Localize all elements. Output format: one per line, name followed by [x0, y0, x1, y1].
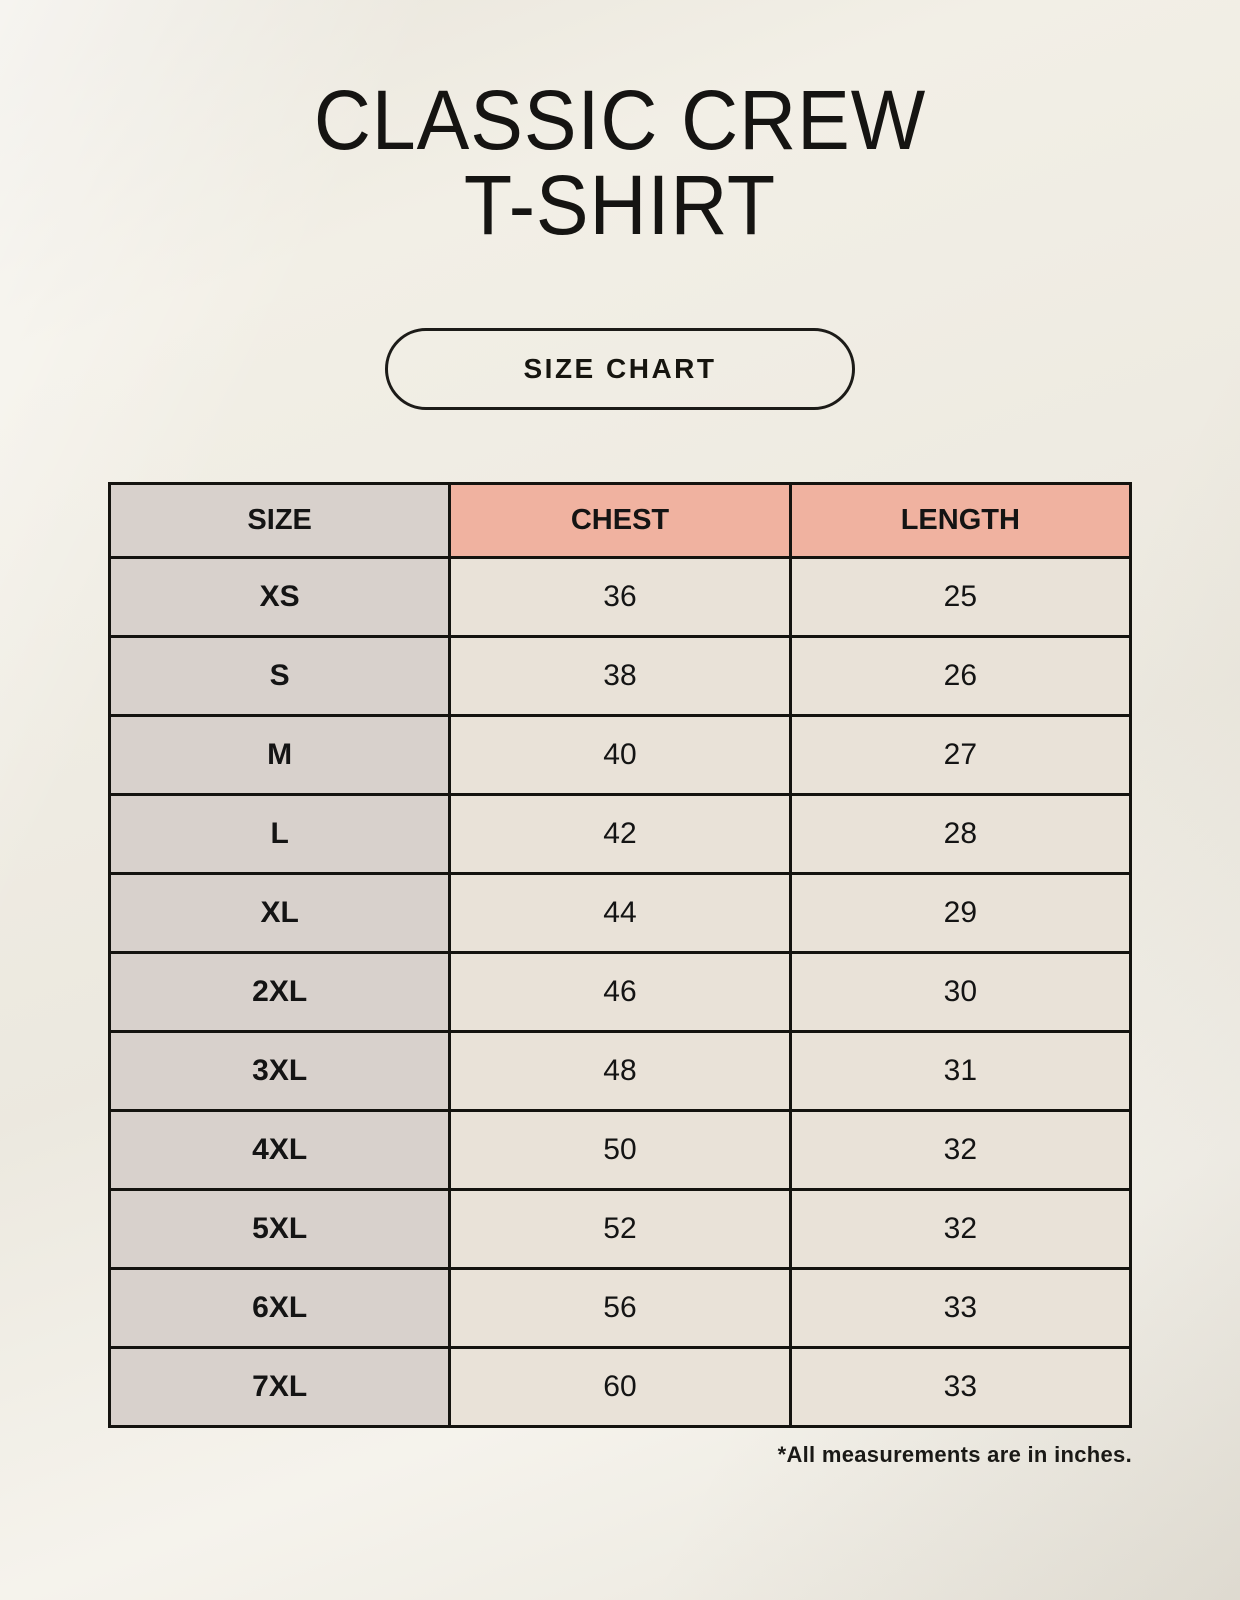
length-value: 33 — [790, 1347, 1130, 1426]
size-label: XL — [110, 873, 450, 952]
chest-value: 60 — [450, 1347, 790, 1426]
column-header-chest: CHEST — [450, 483, 790, 557]
length-value: 28 — [790, 794, 1130, 873]
chest-value: 50 — [450, 1110, 790, 1189]
measurements-footnote: *All measurements are in inches. — [777, 1441, 1132, 1467]
length-value: 25 — [790, 557, 1130, 636]
chest-value: 42 — [450, 794, 790, 873]
size-label: 4XL — [110, 1110, 450, 1189]
table-row — [110, 1347, 1131, 1426]
table-row — [110, 715, 1131, 794]
chest-value: 56 — [450, 1268, 790, 1347]
size-label: 3XL — [110, 1031, 450, 1110]
chest-value: 40 — [450, 715, 790, 794]
table-row — [110, 1031, 1131, 1110]
table-row — [110, 1268, 1131, 1347]
length-value: 29 — [790, 873, 1130, 952]
chest-value: 44 — [450, 873, 790, 952]
length-value: 26 — [790, 636, 1130, 715]
chest-value: 38 — [450, 636, 790, 715]
size-label: 7XL — [110, 1347, 450, 1426]
chest-value: 48 — [450, 1031, 790, 1110]
table-row — [110, 636, 1131, 715]
table-row — [110, 952, 1131, 1031]
page-title-line1: CLASSIC CREW — [313, 73, 927, 167]
length-value: 30 — [790, 952, 1130, 1031]
chest-value: 46 — [450, 952, 790, 1031]
length-value: 27 — [790, 715, 1130, 794]
header-row — [110, 483, 1131, 557]
page-title — [37, 73, 1203, 252]
size-label: 6XL — [110, 1268, 450, 1347]
size-label: 2XL — [110, 952, 450, 1031]
table-head — [110, 483, 1131, 557]
size-label: 5XL — [110, 1189, 450, 1268]
table-row — [110, 794, 1131, 873]
column-header-length: LENGTH — [790, 483, 1130, 557]
table-row — [110, 1110, 1131, 1189]
table-row — [110, 1189, 1131, 1268]
size-label: XS — [110, 557, 450, 636]
length-value: 33 — [790, 1268, 1130, 1347]
table-body — [110, 557, 1131, 1426]
chest-value: 52 — [450, 1189, 790, 1268]
chest-value: 36 — [450, 557, 790, 636]
size-chart-table — [108, 482, 1132, 1428]
size-chart-button-wrap — [0, 328, 1240, 410]
length-value: 31 — [790, 1031, 1130, 1110]
size-label: M — [110, 715, 450, 794]
size-chart-button[interactable] — [385, 328, 855, 410]
page-title-line2: T-SHIRT — [463, 157, 777, 252]
table-row — [110, 557, 1131, 636]
length-value: 32 — [790, 1189, 1130, 1268]
table-row — [110, 873, 1131, 952]
length-value: 32 — [790, 1110, 1130, 1189]
size-chart-table-wrap — [108, 482, 1132, 1428]
size-label: S — [110, 636, 450, 715]
size-chart-button-label: SIZE CHART — [523, 352, 717, 384]
size-label: L — [110, 794, 450, 873]
column-header-size: SIZE — [110, 483, 450, 557]
